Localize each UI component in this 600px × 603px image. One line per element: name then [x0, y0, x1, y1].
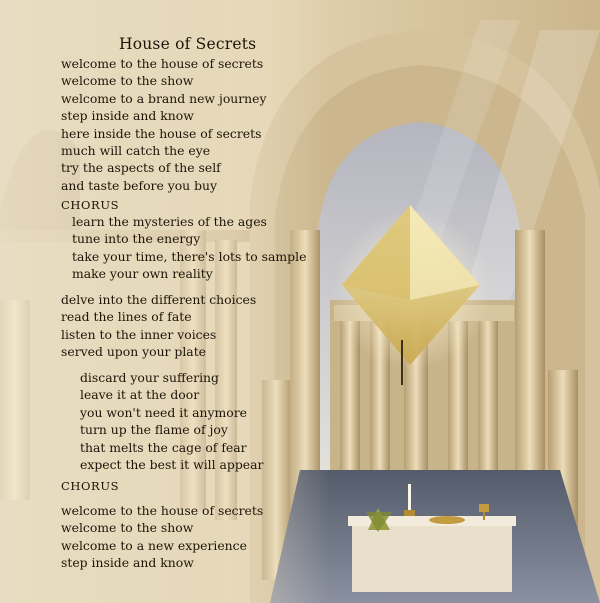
chorus-label: CHORUS [61, 198, 120, 212]
verse-line: step inside and know [61, 108, 194, 124]
verse-line: leave it at the door [80, 387, 200, 403]
chorus-line: take your time, there's lots to sample [72, 248, 307, 264]
verse-line: much will catch the eye [61, 143, 211, 159]
outro-line: step inside and know [61, 555, 194, 571]
verse-3 [80, 369, 263, 473]
verse-line: welcome to the house of secrets [61, 56, 264, 71]
chorus-line: learn the mysteries of the ages [72, 214, 267, 229]
verse-line: here inside the house of secrets [61, 125, 262, 141]
verse-1 [61, 55, 267, 194]
chorus [72, 213, 306, 283]
verse-2 [61, 291, 256, 361]
verse-line: read the lines of fate [61, 309, 192, 325]
verse-line: turn up the flame of joy [80, 422, 228, 438]
verse-line: that melts the cage of fear [80, 439, 247, 455]
outro-line: welcome to the house of secrets [61, 503, 264, 518]
outro [61, 502, 263, 572]
chorus-label-2: CHORUS [61, 479, 120, 493]
chorus-line: tune into the energy [72, 231, 201, 247]
chorus-line: make your own reality [72, 266, 213, 282]
outro-line: welcome to the show [61, 520, 194, 536]
verse-line: you won't need it anymore [80, 404, 247, 420]
verse-line: welcome to the show [61, 73, 194, 89]
verse-line: served upon your plate [61, 344, 207, 360]
verse-line: listen to the inner voices [61, 326, 217, 342]
verse-line: welcome to a brand new journey [61, 90, 267, 106]
verse-line: try the aspects of the self [61, 160, 221, 176]
poem-title: House of Secrets [119, 35, 257, 53]
outro-line: welcome to a new experience [61, 537, 247, 553]
verse-line: expect the best it will appear [80, 457, 264, 473]
verse-line: discard your suffering [80, 370, 219, 385]
verse-line: and taste before you buy [61, 177, 218, 193]
verse-line: delve into the different choices [61, 292, 257, 307]
